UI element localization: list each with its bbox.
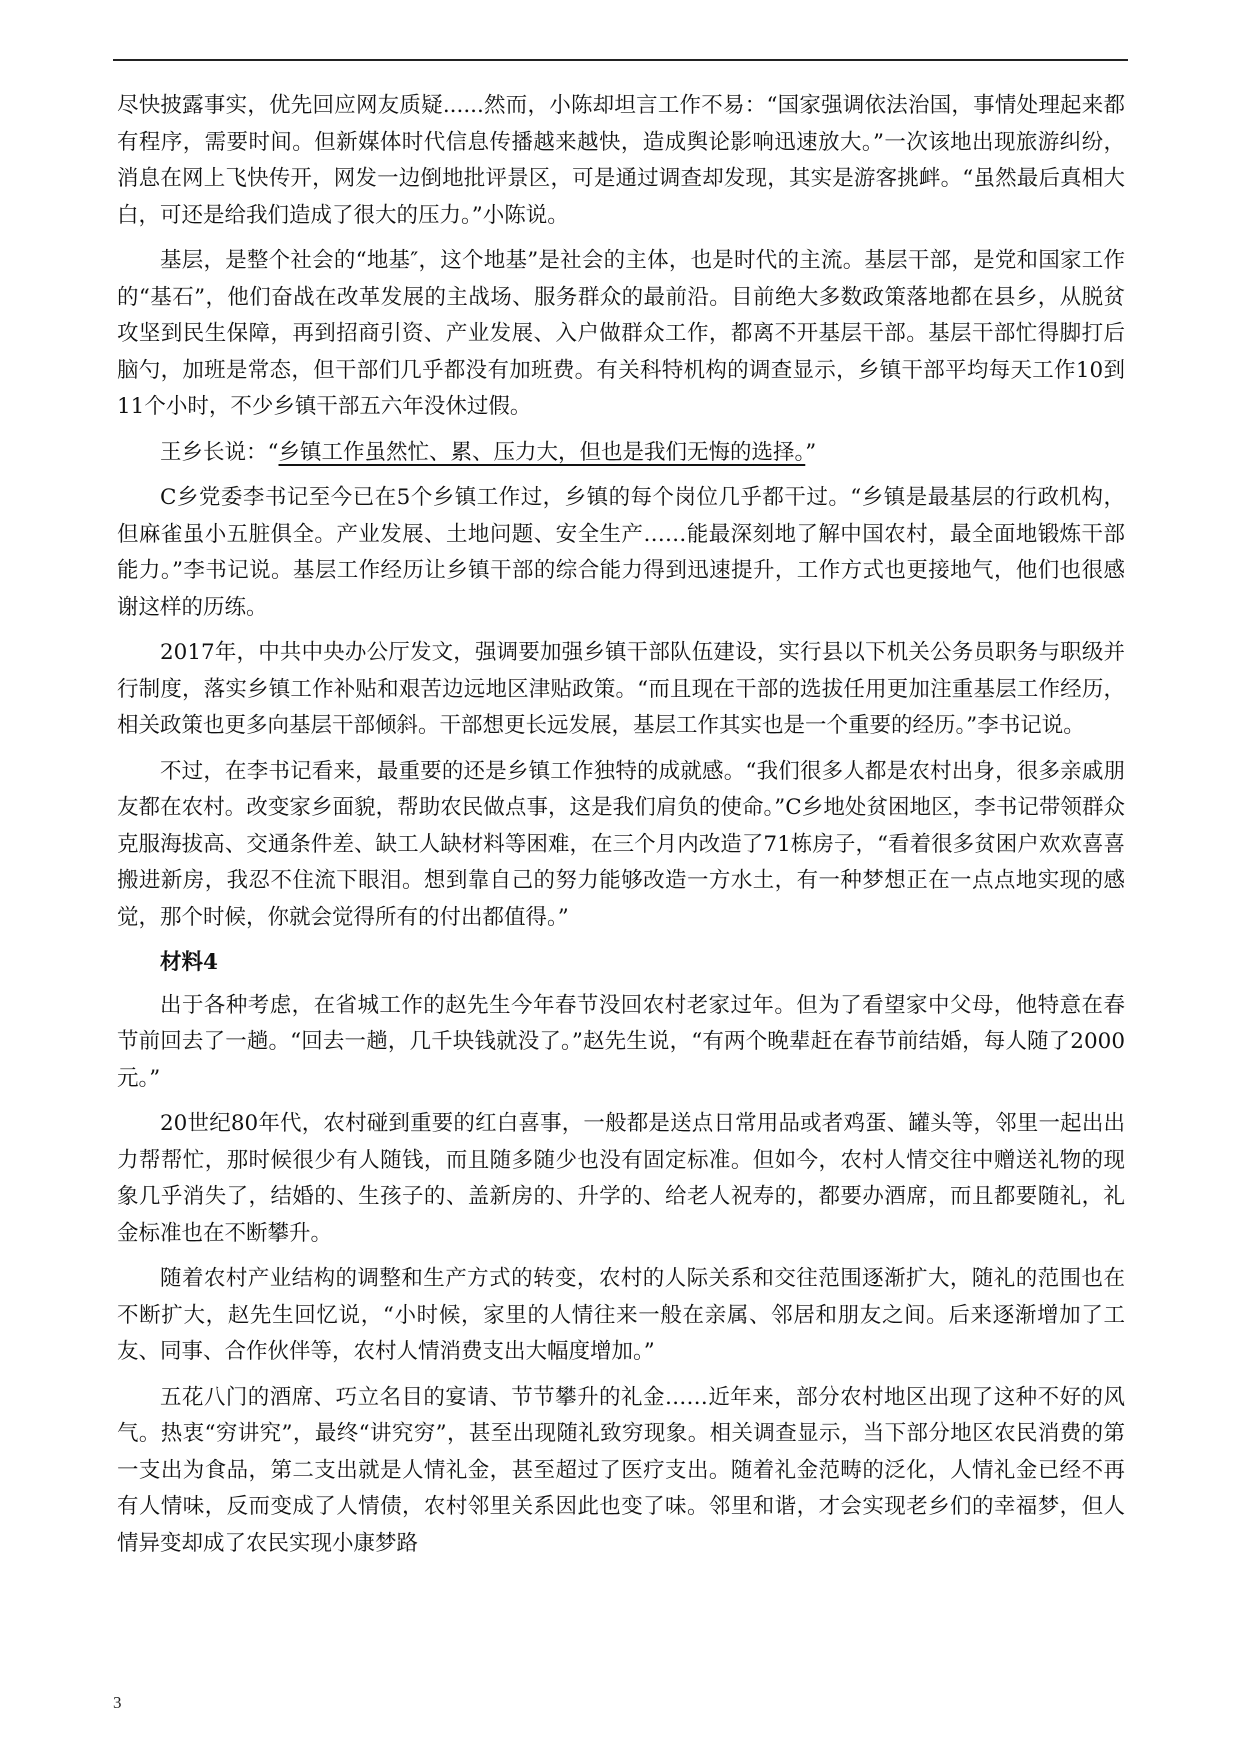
paragraph-social-scope: 随着农村产业结构的调整和生产方式的转变，农村的人际关系和交往范围逐渐扩大，随礼的范围也在不断扩大，赵先生回忆说，“小时候，家里的人情往来一般在亲属、邻居和朋友之间。后来逐渐增加了工友、同事、合作伙伴等，农村人情消费支出大幅度增加。” bbox=[117, 1266, 1125, 1364]
header-rule bbox=[113, 59, 1128, 61]
paragraph-continued: 尽快披露事实，优先回应网友质疑......然而，小陈却坦言工作不易：“国家强调依法治国，事情处理起来都有程序，需要时间。但新媒体时代信息传播越来越快，造成舆论影响迅速放大。”一次该地出现旅游纠纷，消息在网上飞快传开，网发一边倒地批评景区，可是通过调查却发现，其实是游客挑衅。“虽然最后真相大白，可还是给我们造成了很大的压力。”小陈说。 bbox=[117, 93, 1125, 228]
page-number: 3 bbox=[113, 1693, 122, 1712]
paragraph-grassroots: 基层，是整个社会的“地基″，这个地基”是社会的主体，也是时代的主流。基层干部，是党和国家工作的“基石”，他们奋战在改革发展的主战场、服务群众的最前沿。目前绝大多数政策落地都在县乡，从脱贫攻坚到民生保障，再到招商引资、产业发展、入户做群众工作，都离不开基层干部。基层干部忙得脚打后脑勺，加班是常态，但干部们几乎都没有加班费。有关科特机构的调查显示，乡镇干部平均每天工作10到11个小时，不少乡镇干部五六年没休过假。 bbox=[117, 248, 1125, 419]
paragraph-secretary-li: C乡党委李书记至今已在5个乡镇工作过，乡镇的每个岗位几乎都干过。“乡镇是最基层的行政机构，但麻雀虽小五脏俱全。产业发展、土地问题、安全生产……能最深刻地了解中国农村，最全面地锻炼干部能力。”李书记说。基层工作经历让乡镇干部的综合能力得到迅速提升，工作方式也更接地气，他们也很感谢这样的历练。 bbox=[117, 485, 1125, 620]
paragraph-achievement: 不过，在李书记看来，最重要的还是乡镇工作独特的成就感。“我们很多人都是农村出身，很多亲戚朋友都在农村。改变家乡面貌，帮助农民做点事，这是我们肩负的使命。”C乡地处贫困地区，李书记带领群众克服海拔高、交通条件差、缺工人缺材料等困难，在三个月内改造了71栋房子，“看着很多贫困户欢欢喜喜搬进新房，我忍不住流下眼泪。想到靠自己的努力能够改造一方水土，有一种梦想正在一点点地实现的感觉，那个时候，你就会觉得所有的付出都值得。” bbox=[117, 758, 1125, 930]
paragraph-wang-quote bbox=[117, 435, 1125, 472]
paragraph-1980s: 20世纪80年代，农村碰到重要的红白喜事，一般都是送点日常用品或者鸡蛋、罐头等，邻里一起出出力帮帮忙，那时候很少有人随钱，而且随多随少也没有固定标准。但如今，农村人情交往中赠送礼物的现象几乎消失了，结婚的、生孩子的、盖新房的、升学的、给老人祝寿的，都要办酒席，而且都要随礼，礼金标准也在不断攀升。 bbox=[117, 1111, 1125, 1246]
quote-prefix: 王乡长说：“ bbox=[160, 439, 279, 465]
paragraph-2017-policy: 2017年，中共中央办公厅发文，强调要加强乡镇干部队伍建设，实行县以下机关公务员职务与职级并行制度，落实乡镇工作补贴和艰苦边远地区津贴政策。“而且现在干部的选拔任用更加注重基层工作经历，相关政策也更多向基层干部倾斜。干部想更长远发展，基层工作其实也是一个重要的经历。”李书记说。 bbox=[117, 640, 1125, 738]
underlined-quote: 乡镇工作虽然忙、累、压力大，但也是我们无悔的选择。 bbox=[278, 439, 806, 465]
paragraph-mr-zhao: 出于各种考虑，在省城工作的赵先生今年春节没回农村老家过年。但为了看望家中父母，他特意在春节前回去了一趟。“回去一趟，几千块钱就没了。”赵先生说，“有两个晚辈赶在春节前结婚，每人随了2000元。” bbox=[117, 992, 1125, 1091]
body-text bbox=[117, 88, 1125, 1571]
section-heading: 材料4 bbox=[160, 950, 218, 975]
paragraph-gift-money: 五花八门的酒席、巧立名目的宴请、节节攀升的礼金……近年来，部分农村地区出现了这种不好的风气。热衷“穷讲究”，最终“讲究穷”，甚至出现随礼致穷现象。相关调查显示，当下部分地区农民消费的第一支出为食品，第二支出就是人情礼金，甚至超过了医疗支出。随着礼金范畴的泛化，人情礼金已经不再有人情味，反而变成了人情债，农村邻里关系因此也变了味。邻里和谐，才会实现老乡们的幸福梦，但人情异变却成了农民实现小康梦路 bbox=[117, 1384, 1125, 1556]
quote-suffix: ” bbox=[805, 439, 817, 465]
